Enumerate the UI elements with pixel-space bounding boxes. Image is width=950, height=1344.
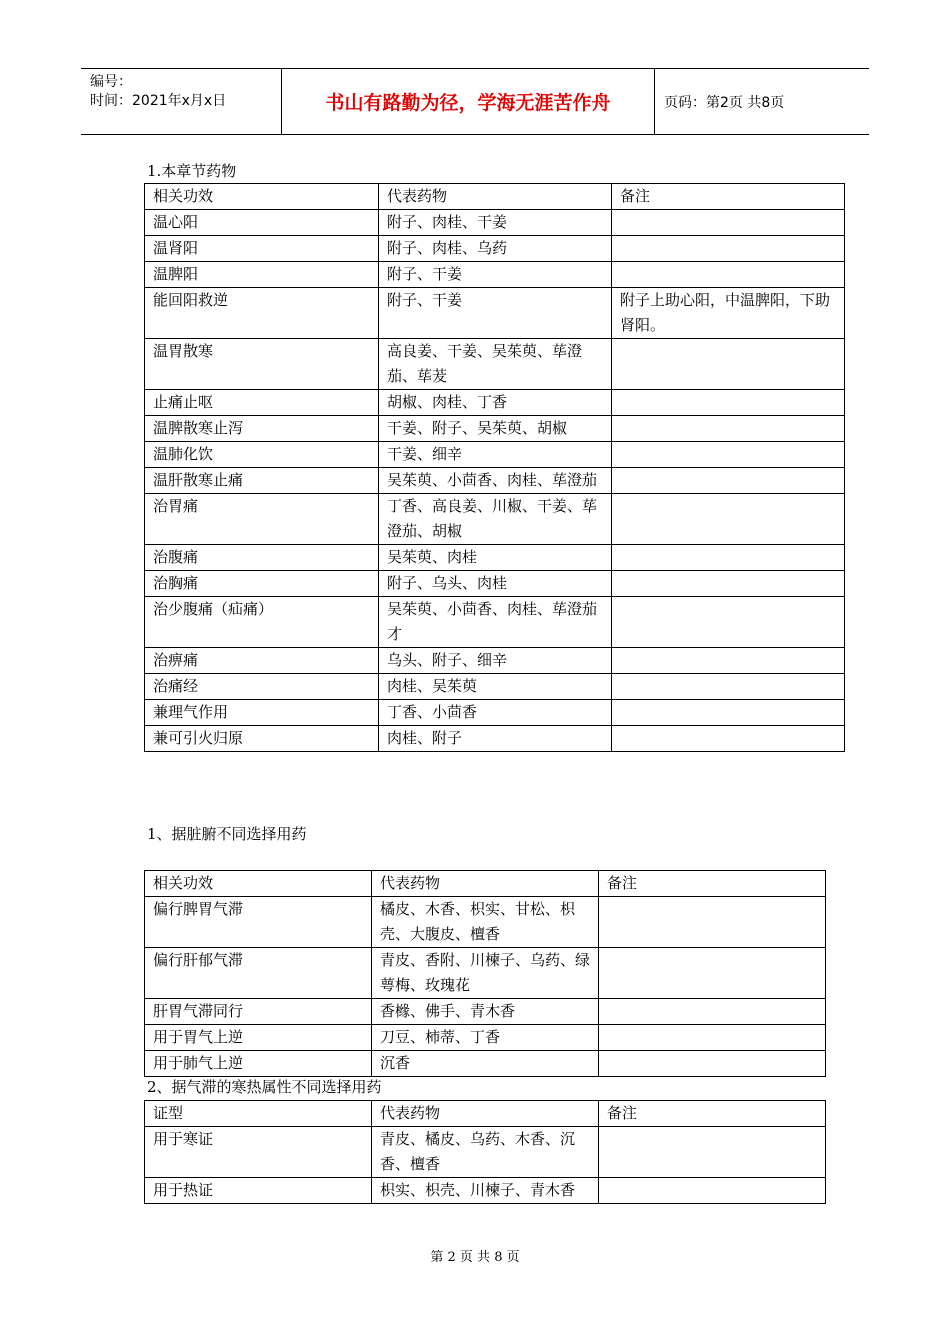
table-cell: 沉香 <box>372 1051 599 1077</box>
table-cell: 用于肺气上逆 <box>145 1051 372 1077</box>
table-cell <box>599 948 826 999</box>
table-row <box>145 339 845 390</box>
table-cell: 干姜、细辛 <box>379 442 612 468</box>
table-cell <box>599 897 826 948</box>
table-cell: 丁香、小茴香 <box>379 700 612 726</box>
table-cell: 温胃散寒 <box>145 339 379 390</box>
table-row <box>145 674 845 700</box>
table-cell <box>612 262 845 288</box>
table-cell: 温心阳 <box>145 210 379 236</box>
table-cell <box>612 236 845 262</box>
table-cell <box>612 700 845 726</box>
table-header-row <box>145 871 826 897</box>
table-header-cell: 代表药物 <box>379 184 612 210</box>
table-cell <box>599 1178 826 1204</box>
number-label: 编号： <box>90 74 132 90</box>
table-row <box>145 468 845 494</box>
section2-table <box>144 870 826 1077</box>
table-cell <box>612 390 845 416</box>
table-cell: 刀豆、柿蒂、丁香 <box>372 1025 599 1051</box>
table-cell: 兼理气作用 <box>145 700 379 726</box>
page-header <box>81 68 869 135</box>
table-cell: 高良姜、干姜、吴茱萸、荜澄茄、荜茇 <box>379 339 612 390</box>
table-header-row <box>145 1101 826 1127</box>
table-row <box>145 948 826 999</box>
table-cell: 附子、乌头、肉桂 <box>379 571 612 597</box>
table-cell: 干姜、附子、吴茱萸、胡椒 <box>379 416 612 442</box>
table-cell: 治痹痛 <box>145 648 379 674</box>
table-cell <box>612 339 845 390</box>
table-cell: 吴茱萸、肉桂 <box>379 545 612 571</box>
table-row <box>145 390 845 416</box>
table-cell: 丁香、高良姜、川椒、干姜、荜澄茄、胡椒 <box>379 494 612 545</box>
table-cell <box>612 442 845 468</box>
table-cell: 附子、干姜 <box>379 288 612 339</box>
table-row <box>145 210 845 236</box>
table-cell: 偏行肝郁气滞 <box>145 948 372 999</box>
table-cell <box>599 1051 826 1077</box>
table-cell <box>612 726 845 752</box>
table-cell: 温脾阳 <box>145 262 379 288</box>
table-row <box>145 648 845 674</box>
table-cell: 附子、干姜 <box>379 262 612 288</box>
table-cell: 肉桂、吴茱萸 <box>379 674 612 700</box>
table-row <box>145 288 845 339</box>
table-header-cell: 证型 <box>145 1101 372 1127</box>
table-cell: 附子、肉桂、乌药 <box>379 236 612 262</box>
table-row <box>145 571 845 597</box>
table-cell: 能回阳救逆 <box>145 288 379 339</box>
table-cell: 肉桂、附子 <box>379 726 612 752</box>
table-header-cell: 备注 <box>612 184 845 210</box>
table-header-row <box>145 184 845 210</box>
table-cell: 青皮、橘皮、乌药、木香、沉香、檀香 <box>372 1127 599 1178</box>
time-label: 时间：2021年x月x日 <box>90 93 227 109</box>
table-row <box>145 1178 826 1204</box>
table-cell <box>599 1127 826 1178</box>
table-header-cell: 相关功效 <box>145 184 379 210</box>
table-cell: 附子上助心阳，中温脾阳，下助肾阳。 <box>612 288 845 339</box>
table-cell: 止痛止呕 <box>145 390 379 416</box>
page-info: 页码：第2页 共8页 <box>664 94 785 111</box>
table-cell: 吴茱萸、小茴香、肉桂、荜澄茄才 <box>379 597 612 648</box>
table-cell <box>612 648 845 674</box>
table-cell: 肝胃气滞同行 <box>145 999 372 1025</box>
table-cell: 枳实、枳壳、川楝子、青木香 <box>372 1178 599 1204</box>
header-meta <box>81 69 282 134</box>
table-cell <box>612 545 845 571</box>
table-cell: 乌头、附子、细辛 <box>379 648 612 674</box>
table-header-cell: 备注 <box>599 871 826 897</box>
table-row <box>145 726 845 752</box>
table-cell: 吴茱萸、小茴香、肉桂、荜澄茄 <box>379 468 612 494</box>
table-cell: 青皮、香附、川楝子、乌药、绿萼梅、玫瑰花 <box>372 948 599 999</box>
table-cell: 温肾阳 <box>145 236 379 262</box>
table-cell <box>612 468 845 494</box>
table-row <box>145 1025 826 1051</box>
table-row <box>145 442 845 468</box>
table-cell: 治痛经 <box>145 674 379 700</box>
table-cell <box>599 999 826 1025</box>
table-cell <box>612 674 845 700</box>
section3-caption: 2、据气滞的寒热属性不同选择用药 <box>147 1078 382 1096</box>
table-header-cell: 代表药物 <box>372 871 599 897</box>
table-cell <box>599 1025 826 1051</box>
table-cell: 兼可引火归原 <box>145 726 379 752</box>
table-row <box>145 545 845 571</box>
table-row <box>145 999 826 1025</box>
table-cell: 用于胃气上逆 <box>145 1025 372 1051</box>
table-cell <box>612 597 845 648</box>
table-cell: 温脾散寒止泻 <box>145 416 379 442</box>
table-cell: 橘皮、木香、枳实、甘松、枳壳、大腹皮、檀香 <box>372 897 599 948</box>
table-row <box>145 700 845 726</box>
table-cell <box>612 416 845 442</box>
table-row <box>145 236 845 262</box>
table-row <box>145 597 845 648</box>
table-header-cell: 相关功效 <box>145 871 372 897</box>
table-row <box>145 416 845 442</box>
table-cell: 治胃痛 <box>145 494 379 545</box>
table-cell: 治腹痛 <box>145 545 379 571</box>
table-header-cell: 备注 <box>599 1101 826 1127</box>
table-row <box>145 1127 826 1178</box>
table-row <box>145 1051 826 1077</box>
table-cell <box>612 494 845 545</box>
motto: 书山有路勤为径，学海无涯苦作舟 <box>282 69 655 134</box>
table-cell: 香橼、佛手、青木香 <box>372 999 599 1025</box>
table-row <box>145 494 845 545</box>
table-cell: 用于寒证 <box>145 1127 372 1178</box>
table-cell: 用于热证 <box>145 1178 372 1204</box>
table-cell: 治少腹痛（疝痛） <box>145 597 379 648</box>
table-cell: 胡椒、肉桂、丁香 <box>379 390 612 416</box>
section3-table <box>144 1100 826 1204</box>
table-row <box>145 262 845 288</box>
table-cell: 附子、肉桂、干姜 <box>379 210 612 236</box>
table-cell: 温肺化饮 <box>145 442 379 468</box>
table-cell <box>612 571 845 597</box>
table-cell: 偏行脾胃气滞 <box>145 897 372 948</box>
table-cell: 温肝散寒止痛 <box>145 468 379 494</box>
table-row <box>145 897 826 948</box>
table-cell <box>612 210 845 236</box>
section1-caption: 1.本章节药物 <box>147 162 237 180</box>
table-cell: 治胸痛 <box>145 571 379 597</box>
section1-table <box>144 183 845 752</box>
page-footer: 第 2 页 共 8 页 <box>430 1250 520 1265</box>
table-header-cell: 代表药物 <box>372 1101 599 1127</box>
section2-caption: 1、据脏腑不同选择用药 <box>147 825 307 843</box>
